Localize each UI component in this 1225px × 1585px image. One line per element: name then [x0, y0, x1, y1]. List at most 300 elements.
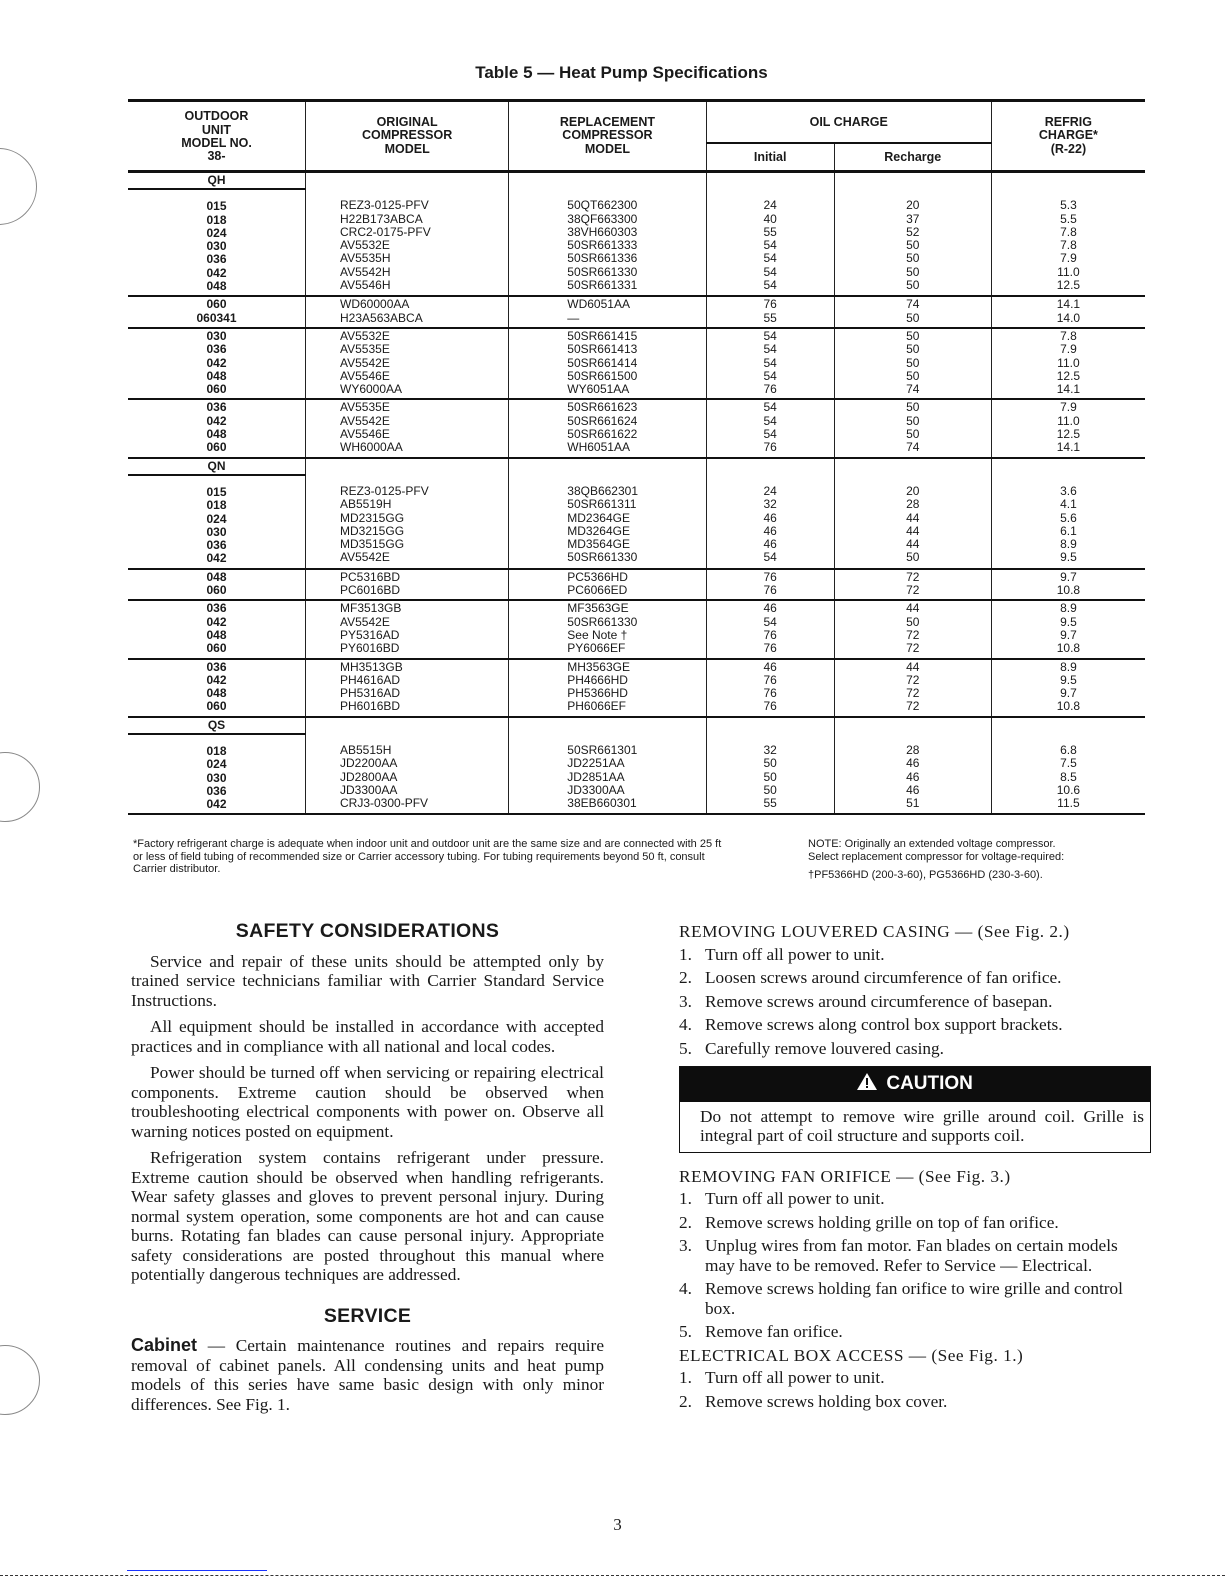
cell-original: PH4616AD [340, 672, 401, 687]
heat-pump-spec-table [128, 99, 1145, 815]
cell-initial: 55 [763, 224, 777, 239]
series-label: QN [128, 458, 306, 475]
header-model [128, 101, 306, 172]
page-number: 3 [613, 1515, 622, 1534]
cell-original: AV5542E [340, 550, 390, 565]
column-recharge [834, 475, 991, 569]
step-number: 5. [679, 1038, 692, 1058]
cell-replacement: MF3563GE [567, 601, 629, 616]
cell-model: 030 [206, 770, 227, 785]
cell-recharge: 50 [906, 614, 920, 629]
binder-hole-mark [0, 1345, 40, 1415]
cell-original: CRJ3-0300-PFV [340, 796, 429, 811]
cell-original: AV5546H [340, 278, 391, 293]
empty-cell [509, 172, 706, 190]
cell-recharge: 44 [906, 659, 920, 674]
header-text: UNIT [201, 122, 232, 137]
cell-recharge: 50 [906, 355, 920, 370]
binder-hole-mark [0, 752, 40, 822]
cell-refrig: 11.5 [1057, 796, 1080, 811]
cell-recharge: 44 [906, 601, 920, 616]
cell-model: 024 [206, 225, 227, 240]
column-initial [706, 399, 834, 457]
cell-refrig: 12.5 [1056, 368, 1081, 383]
cell-model: 060 [206, 583, 227, 598]
cell-initial: 54 [763, 238, 777, 253]
column-recharge [834, 569, 991, 601]
cell-replacement: 50SR661331 [567, 278, 638, 293]
column-refrig [991, 189, 1145, 296]
cell-original: WH6000AA [340, 440, 403, 455]
column-original [306, 328, 509, 399]
cell-refrig: 10.8 [1056, 641, 1081, 656]
cell-model: 048 [206, 686, 227, 701]
cell-initial: 46 [763, 537, 777, 552]
cell-replacement: MD2364GE [567, 510, 630, 525]
cell-recharge: 72 [906, 641, 920, 656]
louvered-casing-steps [679, 945, 1151, 1059]
cell-replacement: 50SR661415 [567, 328, 638, 343]
cell-original: AB5515H [340, 742, 392, 757]
cell-refrig: 8.9 [1060, 659, 1077, 674]
electrical-box-steps [679, 1368, 1151, 1411]
cell-replacement: JD2251AA [567, 756, 625, 771]
cell-replacement: 50SR661330 [567, 264, 638, 279]
cell-refrig: 8.9 [1060, 601, 1077, 616]
border-cell [834, 813, 991, 814]
column-replacement [509, 734, 706, 813]
cell-refrig: 14.1 [1056, 382, 1081, 397]
cell-recharge: 50 [906, 278, 920, 293]
cell-replacement: WY6051AA [567, 382, 630, 397]
column-model [128, 734, 306, 813]
caution-box [679, 1066, 1151, 1153]
replacement-note [808, 838, 1153, 882]
cell-original: H23A563ABCA [340, 310, 423, 325]
empty-cell [706, 717, 834, 734]
cell-model: 015 [206, 484, 227, 499]
cell-recharge: 51 [906, 796, 920, 811]
cell-initial: 54 [763, 614, 777, 629]
cell-recharge: 50 [906, 328, 920, 343]
cell-recharge: 28 [906, 742, 920, 757]
cell-model: 036 [206, 400, 227, 415]
cell-recharge: 44 [906, 537, 920, 552]
empty-cell [991, 458, 1145, 475]
cabinet-paragraph [131, 1336, 604, 1414]
cell-replacement: 38EB660301 [567, 796, 637, 811]
column-original [306, 475, 509, 569]
cell-recharge: 28 [906, 497, 920, 512]
column-initial [706, 475, 834, 569]
cell-original: WY6000AA [340, 382, 403, 397]
cell-original: WD60000AA [340, 297, 410, 312]
series-row [128, 172, 1145, 190]
link-underline [127, 1570, 267, 1571]
cell-initial: 76 [763, 686, 777, 701]
cell-initial: 54 [763, 355, 777, 370]
table-footnote: *Factory refrigerant charge is adequate when indoor unit and outdoor unit are the same size and are connected with 25 ft or less of field tubing of recommended size or Carrier accessory tubing. For tubing requirements beyond 50 ft, consult Carrier distributor. [133, 838, 722, 875]
empty-cell [706, 458, 834, 475]
cell-initial: 54 [763, 264, 777, 279]
cell-replacement: — [567, 310, 580, 325]
column-recharge [834, 734, 991, 813]
cell-original: JD3300AA [340, 782, 398, 797]
step-number: 2. [679, 1391, 692, 1411]
column-replacement [509, 659, 706, 717]
cell-model: 060 [206, 641, 227, 656]
cell-initial: 55 [763, 796, 777, 811]
step-item [679, 992, 1151, 1012]
cell-refrig: 14.1 [1056, 440, 1081, 455]
cell-original: AV5546E [340, 427, 390, 442]
empty-cell [509, 458, 706, 475]
border-cell [306, 813, 509, 814]
cell-refrig: 9.5 [1060, 672, 1077, 687]
empty-cell [306, 458, 509, 475]
cell-recharge: 20 [906, 198, 920, 213]
header-replacement [509, 101, 706, 172]
cell-original: PH6016BD [340, 699, 401, 714]
cell-replacement: PH4666HD [567, 672, 628, 687]
cell-replacement: 50SR661330 [567, 614, 638, 629]
cell-refrig: 8.5 [1060, 769, 1077, 784]
cell-recharge: 50 [906, 238, 920, 253]
header-text: COMPRESSOR [562, 128, 653, 143]
series-label: QH [128, 172, 306, 190]
cell-original: AV5532E [340, 238, 390, 253]
cell-refrig: 14.0 [1056, 310, 1081, 325]
cell-replacement: 50SR661301 [567, 742, 638, 757]
cell-recharge: 50 [906, 251, 920, 266]
cell-recharge: 50 [906, 400, 920, 415]
cell-original: PY6016BD [340, 641, 400, 656]
step-text: Carefully remove louvered casing. [705, 1038, 944, 1058]
cell-refrig: 5.5 [1060, 211, 1077, 226]
cell-initial: 46 [763, 510, 777, 525]
header-text: (R-22) [1050, 141, 1087, 156]
cell-initial: 46 [763, 659, 777, 674]
cell-refrig: 7.5 [1060, 756, 1077, 771]
column-initial [706, 328, 834, 399]
header-text: MODEL NO. [181, 136, 252, 150]
cell-model: 042 [206, 672, 227, 687]
cell-refrig: 7.9 [1060, 251, 1077, 266]
cell-original: AV5535E [340, 400, 390, 415]
step-text: Remove fan orifice. [705, 1322, 843, 1341]
caution-header [680, 1067, 1150, 1102]
cell-refrig: 9.5 [1060, 550, 1077, 565]
cell-model: 036 [206, 252, 227, 267]
column-model [128, 189, 306, 296]
cell-original: JD2800AA [340, 769, 398, 784]
column-refrig [991, 659, 1145, 717]
cell-replacement: 50SR661500 [567, 368, 638, 383]
safety-paragraph: Power should be turned off when servicing or repairing electrical components. Extreme caution should be observed when troubleshooting electrical components with power on. Observe all warning notices posted on equipment. [131, 1063, 604, 1141]
column-refrig [991, 328, 1145, 399]
empty-cell [306, 717, 509, 734]
column-refrig [991, 296, 1145, 328]
cell-initial: 54 [763, 400, 777, 415]
column-original [306, 600, 509, 658]
series-label: QS [128, 717, 306, 734]
header-initial: Initial [706, 143, 834, 172]
column-original [306, 659, 509, 717]
step-item [679, 1322, 1151, 1342]
cell-replacement: JD2851AA [567, 769, 625, 784]
louvered-casing-title: REMOVING LOUVERED CASING — (See Fig. 2.) [679, 922, 1070, 941]
cell-recharge: 50 [906, 368, 920, 383]
cell-refrig: 7.8 [1060, 328, 1077, 343]
cell-model: 048 [206, 279, 227, 294]
cell-replacement: 50SR661311 [567, 497, 637, 512]
cell-refrig: 11.0 [1057, 264, 1080, 279]
cell-recharge: 50 [906, 310, 920, 325]
empty-cell [834, 717, 991, 734]
cell-initial: 54 [763, 368, 777, 383]
cell-replacement: MH3563GE [567, 659, 630, 674]
step-item [679, 1213, 1151, 1233]
header-text: 38- [207, 149, 226, 164]
cell-model: 036 [206, 659, 227, 674]
step-text: Turn off all power to unit. [705, 944, 885, 964]
left-column [131, 922, 604, 1421]
cell-original: AV5535E [340, 342, 390, 357]
column-original [306, 189, 509, 296]
column-replacement [509, 475, 706, 569]
column-model [128, 296, 306, 328]
column-original [306, 399, 509, 457]
cell-recharge: 20 [906, 483, 920, 498]
cell-model: 060 [206, 297, 227, 312]
cell-model: 042 [206, 413, 227, 428]
table-row-group [128, 600, 1145, 658]
cell-original: CRC2-0175-PFV [340, 224, 431, 239]
fan-orifice-title: REMOVING FAN ORIFICE — (See Fig. 3.) [679, 1166, 1011, 1186]
cabinet-text: — Certain maintenance routines and repairs require removal of cabinet panels. All condensing units and heat pump models of this series have same basic design with only minor differences. See Fig. 1. [131, 1336, 604, 1414]
cell-replacement: 38VH660303 [567, 224, 638, 239]
column-recharge [834, 189, 991, 296]
header-text: OUTDOOR [184, 109, 249, 124]
column-replacement [509, 600, 706, 658]
cell-refrig: 7.9 [1060, 400, 1077, 415]
step-text: Remove screws along control box support brackets. [705, 1015, 1063, 1034]
cell-refrig: 9.7 [1060, 569, 1077, 584]
cell-replacement: 50SR661330 [567, 550, 638, 565]
cell-replacement: PC5366HD [567, 569, 628, 584]
cell-model: 048 [206, 627, 227, 642]
cell-initial: 54 [763, 278, 777, 293]
border-cell [509, 813, 706, 814]
column-initial [706, 569, 834, 601]
step-item [679, 968, 1151, 988]
cell-refrig: 10.8 [1056, 699, 1081, 714]
service-heading: SERVICE [323, 1304, 412, 1327]
cell-model: 018 [206, 498, 227, 513]
cell-model: 030 [206, 239, 227, 254]
cell-refrig: 9.5 [1060, 614, 1077, 629]
cell-model: 024 [206, 757, 227, 772]
empty-cell [706, 172, 834, 190]
cell-replacement: PC6066ED [567, 583, 628, 598]
cell-original: JD2200AA [340, 756, 398, 771]
cell-model: 036 [206, 783, 227, 798]
cell-replacement: PY6066EF [567, 641, 626, 656]
cell-model: 042 [206, 614, 227, 629]
cell-refrig: 11.0 [1057, 413, 1080, 428]
cell-recharge: 74 [906, 382, 920, 397]
column-recharge [834, 600, 991, 658]
cell-recharge: 74 [906, 440, 920, 455]
cell-recharge: 72 [906, 672, 920, 687]
border-cell [991, 813, 1145, 814]
column-initial [706, 189, 834, 296]
cell-replacement: See Note † [567, 627, 628, 642]
cell-refrig: 10.6 [1056, 782, 1081, 797]
cell-refrig: 12.5 [1056, 427, 1081, 442]
cell-model: 042 [206, 551, 227, 566]
cell-recharge: 52 [906, 224, 920, 239]
cell-recharge: 44 [906, 510, 920, 525]
header-text: CHARGE* [1038, 128, 1098, 143]
cell-replacement: 50SR661413 [567, 342, 638, 357]
cell-model: 060 [206, 382, 227, 397]
column-model [128, 328, 306, 399]
cell-model: 060 [206, 440, 227, 455]
cell-refrig: 12.5 [1056, 278, 1081, 293]
table-bottom-border [128, 813, 1145, 814]
cell-initial: 50 [763, 769, 777, 784]
cell-initial: 76 [763, 440, 777, 455]
cell-refrig: 9.7 [1060, 686, 1077, 701]
cell-initial: 50 [763, 756, 777, 771]
cell-initial: 55 [763, 310, 777, 325]
note-line: †PF5366HD (200-3-60), PG5366HD (230-3-60). [808, 869, 1043, 881]
column-recharge [834, 296, 991, 328]
border-cell [128, 813, 306, 814]
cell-replacement: WH6051AA [567, 440, 630, 455]
cell-model: 030 [206, 328, 227, 343]
header-text: MODEL [384, 141, 430, 156]
cell-replacement: 38QB662301 [567, 483, 638, 498]
empty-cell [509, 717, 706, 734]
step-item [679, 1039, 1151, 1059]
step-text: Remove screws holding fan orifice to wire grille and control box. [705, 1279, 1123, 1318]
cell-initial: 76 [763, 672, 777, 687]
cell-replacement: PH6066EF [567, 699, 626, 714]
cell-refrig: 4.1 [1060, 497, 1077, 512]
cell-model: 048 [206, 427, 227, 442]
step-number: 4. [679, 1015, 692, 1034]
column-refrig [991, 734, 1145, 813]
cell-original: AV5542H [340, 264, 391, 279]
cell-replacement: 50SR661624 [567, 413, 638, 428]
column-original [306, 734, 509, 813]
table-row-group [128, 296, 1145, 328]
cell-recharge: 46 [906, 756, 920, 771]
cell-refrig: 5.3 [1060, 198, 1077, 213]
cell-replacement: WD6051AA [567, 297, 630, 312]
safety-heading: SAFETY CONSIDERATIONS [235, 920, 500, 942]
cell-initial: 76 [763, 382, 777, 397]
cell-model: 048 [206, 569, 227, 584]
column-model [128, 475, 306, 569]
cell-refrig: 7.9 [1060, 342, 1077, 357]
table-row-group [128, 569, 1145, 601]
cell-model: 042 [206, 265, 227, 280]
cell-replacement: 50QT662300 [567, 198, 638, 213]
safety-paragraph: Refrigeration system contains refrigerant under pressure. Extreme caution should be observed when handling refrigerants. Wear safety glasses and gloves to prevent personal injury. During normal system operation, some components are hot and can cause burns. Rotating fan blades can cause personal injury. Appropriate safety considerations are posted throughout this manual where potentially dangerous techniques are addressed. [131, 1148, 604, 1284]
cell-refrig: 7.8 [1060, 238, 1077, 253]
cell-initial: 54 [763, 427, 777, 442]
cell-initial: 24 [763, 483, 777, 498]
cell-original: MH3513GB [340, 659, 403, 674]
cell-recharge: 72 [906, 627, 920, 642]
cell-refrig: 5.6 [1060, 510, 1077, 525]
cell-original: AV5546E [340, 368, 390, 383]
step-text: Unplug wires from fan motor. Fan blades on certain models may have to be removed. Refer to Service — Electrical. [705, 1236, 1118, 1275]
step-text: Remove screws holding grille on top of fan orifice. [705, 1212, 1059, 1232]
column-model [128, 569, 306, 601]
table-row-group [128, 399, 1145, 457]
step-item [679, 1368, 1151, 1388]
step-text: Remove screws holding box cover. [705, 1391, 948, 1411]
column-initial [706, 734, 834, 813]
cell-original: PC5316BD [340, 569, 401, 584]
table-row-group [128, 189, 1145, 296]
cell-initial: 54 [763, 251, 777, 266]
cell-original: AB5519H [340, 497, 392, 512]
step-number: 1. [679, 944, 692, 964]
column-initial [706, 600, 834, 658]
cell-original: AV5542E [340, 614, 390, 629]
cell-model: 048 [206, 368, 227, 383]
step-item [679, 1392, 1151, 1412]
cell-initial: 40 [763, 211, 777, 226]
header-text: MODEL [584, 141, 631, 156]
note-line: NOTE: Originally an extended voltage compressor. [808, 838, 1056, 850]
header-text: REPLACEMENT [559, 115, 656, 130]
empty-cell [834, 172, 991, 190]
cell-replacement: 38QF663300 [567, 211, 638, 226]
caution-text: Do not attempt to remove wire grille around coil. Grille is integral part of coil structure and supports coil. [700, 1106, 1144, 1145]
step-number: 2. [679, 968, 692, 987]
step-number: 1. [679, 1189, 692, 1208]
cell-initial: 32 [763, 742, 777, 757]
cell-replacement: MD3564GE [567, 537, 630, 552]
cell-replacement: 50SR661336 [567, 251, 638, 266]
header-refrig-charge [991, 101, 1145, 172]
header-text: COMPRESSOR [361, 128, 453, 143]
step-number: 1. [679, 1368, 692, 1387]
step-item [679, 1189, 1151, 1209]
cell-initial: 24 [763, 198, 777, 213]
column-refrig [991, 569, 1145, 601]
cell-recharge: 74 [906, 297, 920, 312]
cell-model: 036 [206, 538, 227, 553]
cell-recharge: 46 [906, 782, 920, 797]
empty-cell [834, 458, 991, 475]
cell-model: 018 [206, 212, 227, 227]
column-model [128, 600, 306, 658]
empty-cell [306, 172, 509, 190]
cell-initial: 54 [763, 550, 777, 565]
step-text: Turn off all power to unit. [705, 1189, 885, 1208]
cell-initial: 54 [763, 342, 777, 357]
column-replacement [509, 296, 706, 328]
cell-original: PC6016BD [340, 583, 401, 598]
cell-model: 015 [206, 199, 227, 214]
